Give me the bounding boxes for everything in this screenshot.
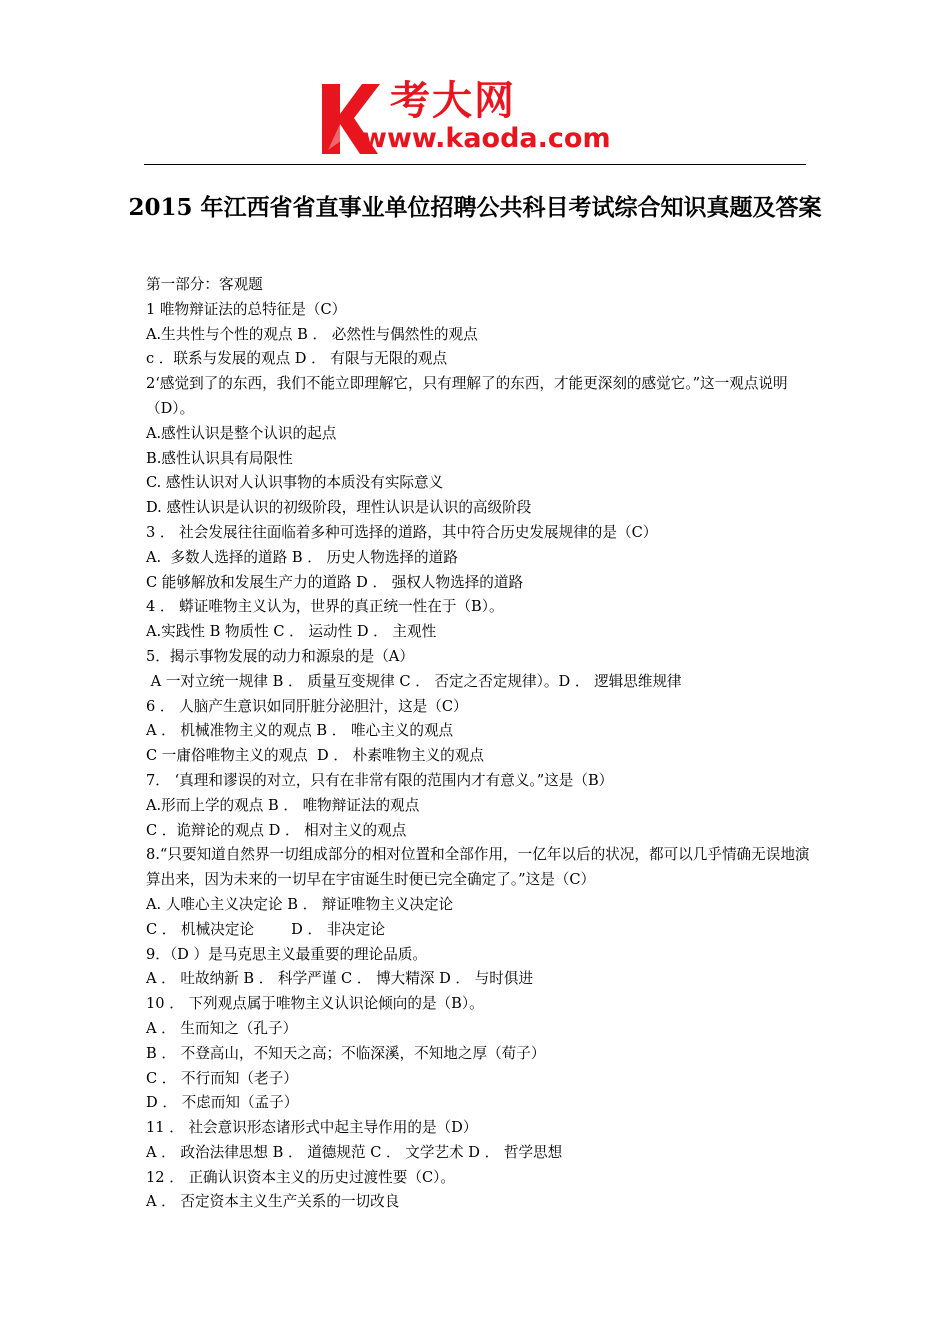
- question-line: 4 ． 蟒证唯物主义认为，世界的真正统一性在于（B）。: [146, 598, 504, 616]
- option-line: C 一庸俗唯物主义的观点 D ． 朴素唯物主义的观点: [146, 747, 484, 765]
- header-divider: [144, 164, 806, 165]
- option-line: C ． 机械决定论 D ． 非决定论: [146, 920, 386, 938]
- option-line: A ． 政治法律思想 B ． 道德规范 C ． 文学艺术 D ． 哲学思想: [146, 1143, 563, 1161]
- option-line: A ． 机械准物主义的观点 B ． 唯心主义的观点: [146, 722, 454, 740]
- option-line: D. 感性认识是认识的初级阶段，理性认识是认识的高级阶段: [146, 499, 532, 517]
- option-line: A ． 生而知之（孔子）: [146, 1019, 298, 1037]
- question-line: 7． ‘真理和谬误的对立，只有在非常有限的范围内才有意义。”这是（B）: [146, 771, 614, 789]
- question-line: 12 ． 正确认识资本主义的历史过渡性要（C）。: [146, 1168, 455, 1186]
- option-line: A. 多数人选择的道路 B ． 历史人物选择的道路: [146, 548, 458, 566]
- section-heading: 第一部分：客观题: [146, 276, 263, 293]
- option-line: B.感性认识具有局限性: [146, 449, 293, 467]
- question-line: 5．揭示事物发展的动力和源泉的是（A）: [146, 647, 414, 665]
- option-line: C ．诡辩论的观点 D ． 相对主义的观点: [146, 821, 407, 839]
- option-line: C ． 不行而知（老子）: [146, 1069, 298, 1087]
- option-line: B ． 不登高山，不知天之高；不临深溪，不知地之厚（荀子）: [146, 1044, 546, 1062]
- question-line: 10 ． 下列观点属于唯物主义认识论倾向的是（B）。: [146, 995, 484, 1013]
- option-line: A. 人唯心主义决定论 B ． 辩证唯物主义决定论: [146, 895, 454, 913]
- question-line: 6 ． 人脑产生意识如同肝脏分泌胆汁，这是（C）: [146, 697, 468, 715]
- logo-url-text: www.kaoda.com: [362, 123, 611, 154]
- option-line: D ． 不虑而知（孟子）: [146, 1094, 299, 1112]
- option-line: A 一对立统一规律 B ． 质量互变规律 C ． 否定之否定规律）。D ． 逻辑思维规律: [146, 672, 682, 690]
- option-line: C 能够解放和发展生产力的道路 D ． 强权人物选择的道路: [146, 573, 524, 591]
- question-line: 8.“只要知道自然界一切组成部分的相对位置和全部作用，一亿年以后的状况，都可以几乎情确无误地演算出来，因为未来的一切早在宇宙诞生时便已完全确定了。”这是（C）: [146, 846, 810, 889]
- kaoda-logo: [318, 78, 638, 160]
- option-line: A.感性认识是整个认识的起点: [146, 424, 337, 442]
- question-line: 11 ． 社会意识形态诸形式中起主导作用的是（D）: [146, 1119, 478, 1137]
- option-line: C. 感性认识对人认识事物的本质没有实际意义: [146, 474, 444, 492]
- option-line: A.形而上学的观点 B ． 唯物辩证法的观点: [146, 796, 420, 814]
- option-line: A.实践性 B 物质性 C ． 运动性 D ． 主观性: [146, 623, 437, 641]
- question-line: 2‘感觉到了的东西，我们不能立即理解它，只有理解了的东西，才能更深刻的感觉它。”这一观点说明（D）。: [146, 375, 788, 417]
- option-line: A.生共性与个性的观点 B ． 必然性与偶然性的观点: [146, 325, 478, 343]
- option-line: c ．联系与发展的观点 D ． 有限与无限的观点: [146, 350, 448, 368]
- question-line: 1 唯物辩证法的总特征是（C）: [146, 300, 347, 318]
- logo-brand-text: 考大网: [390, 78, 516, 124]
- question-line: 3 ． 社会发展往往面临着多种可选择的道路，其中符合历史发展规律的是（C）: [146, 523, 658, 541]
- option-line: A ． 否定资本主义生产关系的一切改良: [146, 1193, 400, 1211]
- question-line: 9．（D ）是马克思主义最重要的理论品质。: [146, 945, 428, 963]
- document-title: 2015 年江西省省直事业单位招聘公共科目考试综合知识真题及答案: [128, 194, 822, 221]
- document-body: [146, 273, 810, 1215]
- option-line: A ． 吐故纳新 B ． 科学严谨 C ． 博大精深 D ． 与时俱进: [146, 970, 534, 988]
